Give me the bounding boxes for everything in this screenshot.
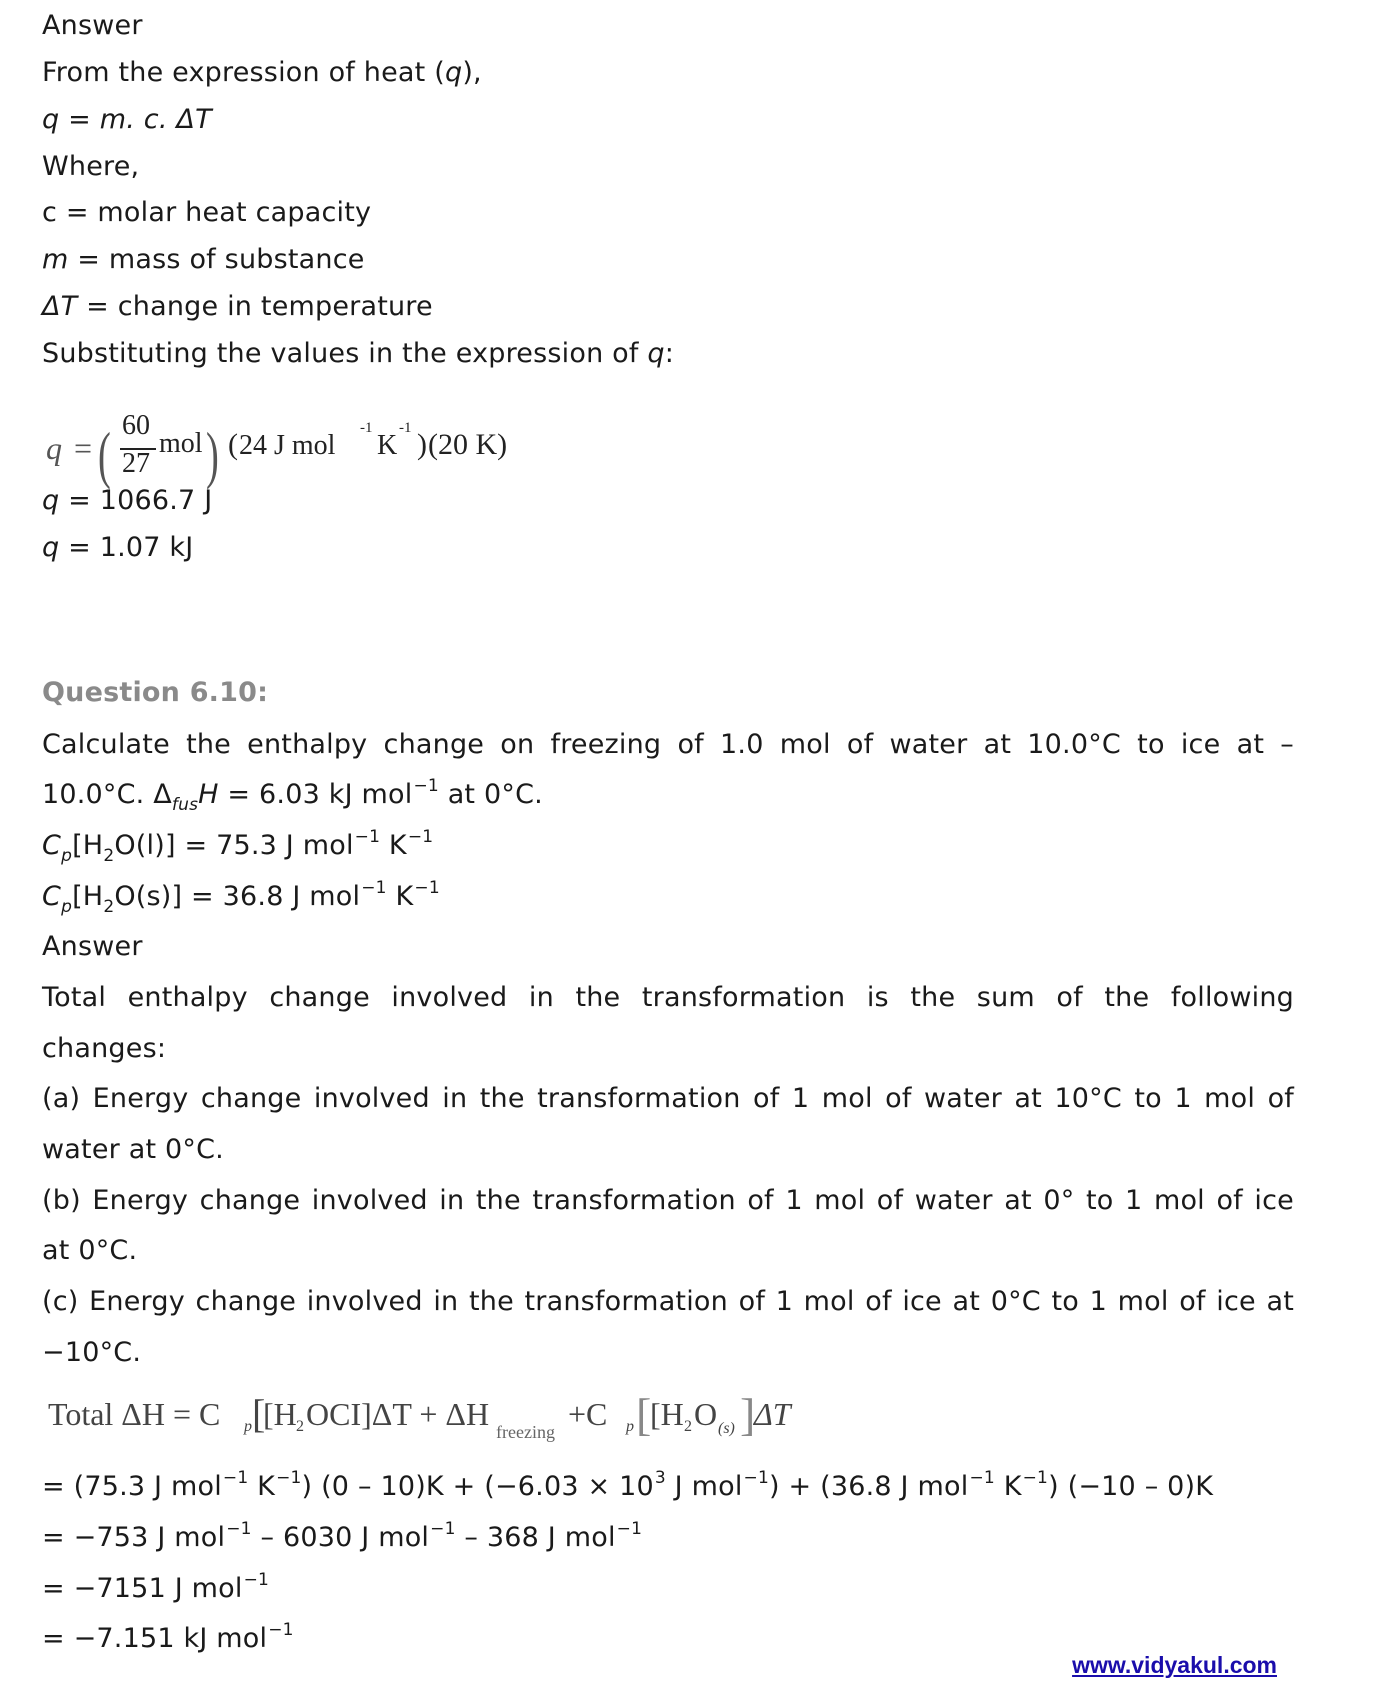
fraction-denominator: 27 xyxy=(122,448,150,479)
substitution-equation: q = ( 60 27 mol ) ( 24 J mol -1 K -1 ) (20 K) xyxy=(46,410,508,490)
question-text-line2: 10.0°C. $\Delta_{fus}H = 6.03$ kJ mol$^{-1}$ at 0°C. xyxy=(42,776,543,815)
equation-q: q xyxy=(46,430,62,466)
calculation-line1: = (75.3 J mol$^{-1}$ $K^{-1}$) $(0 - 10)K + (-6.03 \times 10^3$ J mol$^{-1}$) + (36.8 J mol$^{-1}$ $K^{-1}$) (−10 – 0)K xyxy=(42,1468,1214,1502)
answer-heading: Answer xyxy=(42,10,143,41)
total-enthalpy-line2: changes: xyxy=(42,1033,167,1064)
fraction-numerator: 60 xyxy=(122,410,150,441)
substitution-intro: Substituting the values in the expression of q: xyxy=(42,338,675,369)
step-a-line1: (a) Energy change involved in the transformation of 1 mol of water at 10°C to 1 mol of xyxy=(42,1083,1294,1114)
definition-delta-t: ΔT = change in temperature xyxy=(42,291,433,322)
heat-formula: q = m. c. ΔT xyxy=(42,104,212,135)
step-b-line2: at 0°C. xyxy=(42,1235,138,1266)
result-joules: q = 1066.7 J xyxy=(42,485,213,516)
calculation-line4: = −7.151 kJ mol$^{-1}$ xyxy=(42,1620,294,1654)
cp-liquid-water: $C_p[H_2O(l)] = 75.3$ J mol$^{-1}$ $K^{-1}$ xyxy=(42,827,434,866)
heat-expression-intro: From the expression of heat (q), xyxy=(42,57,482,88)
total-enthalpy-line1: Total enthalpy change involved in the transformation is the sum of the following xyxy=(42,982,1294,1013)
calculation-line2: = −753 J mol$^{-1}$ – 6030 J mol$^{-1}$ – 368 J mol$^{-1}$ xyxy=(42,1519,643,1553)
step-a-line2: water at 0°C. xyxy=(42,1134,224,1165)
calculation-line3: = −7151 J mol$^{-1}$ xyxy=(42,1570,270,1604)
result-kilojoules: q = 1.07 kJ xyxy=(42,532,194,563)
question-text-line1: Calculate the enthalpy change on freezing of 1.0 mol of water at 10.0°C to ice at – xyxy=(42,729,1294,760)
question-heading: Question 6.10: xyxy=(42,677,269,708)
where-label: Where, xyxy=(42,151,140,182)
total-enthalpy-equation: Total ΔH = C p [ [H 2 OCI]ΔT + ΔH freezing +C p [ [H 2 O (s) ] ΔT xyxy=(48,1389,791,1442)
definition-c: c = molar heat capacity xyxy=(42,197,372,228)
step-b-line1: (b) Energy change involved in the transformation of 1 mol of water at 0° to 1 mol of ice xyxy=(42,1185,1294,1216)
step-c-line1: (c) Energy change involved in the transformation of 1 mol of ice at 0°C to 1 mol of ice at xyxy=(42,1286,1294,1317)
answer2-heading: Answer xyxy=(42,931,143,962)
cp-ice: $C_p[H_2O(s)] = 36.8$ J mol$^{-1}$ $K^{-1}$ xyxy=(42,878,440,917)
definition-m: m = mass of substance xyxy=(42,244,365,275)
vidyakul-link[interactable]: www.vidyakul.com xyxy=(1072,1652,1277,1678)
step-c-line2: −10°C. xyxy=(42,1337,142,1368)
